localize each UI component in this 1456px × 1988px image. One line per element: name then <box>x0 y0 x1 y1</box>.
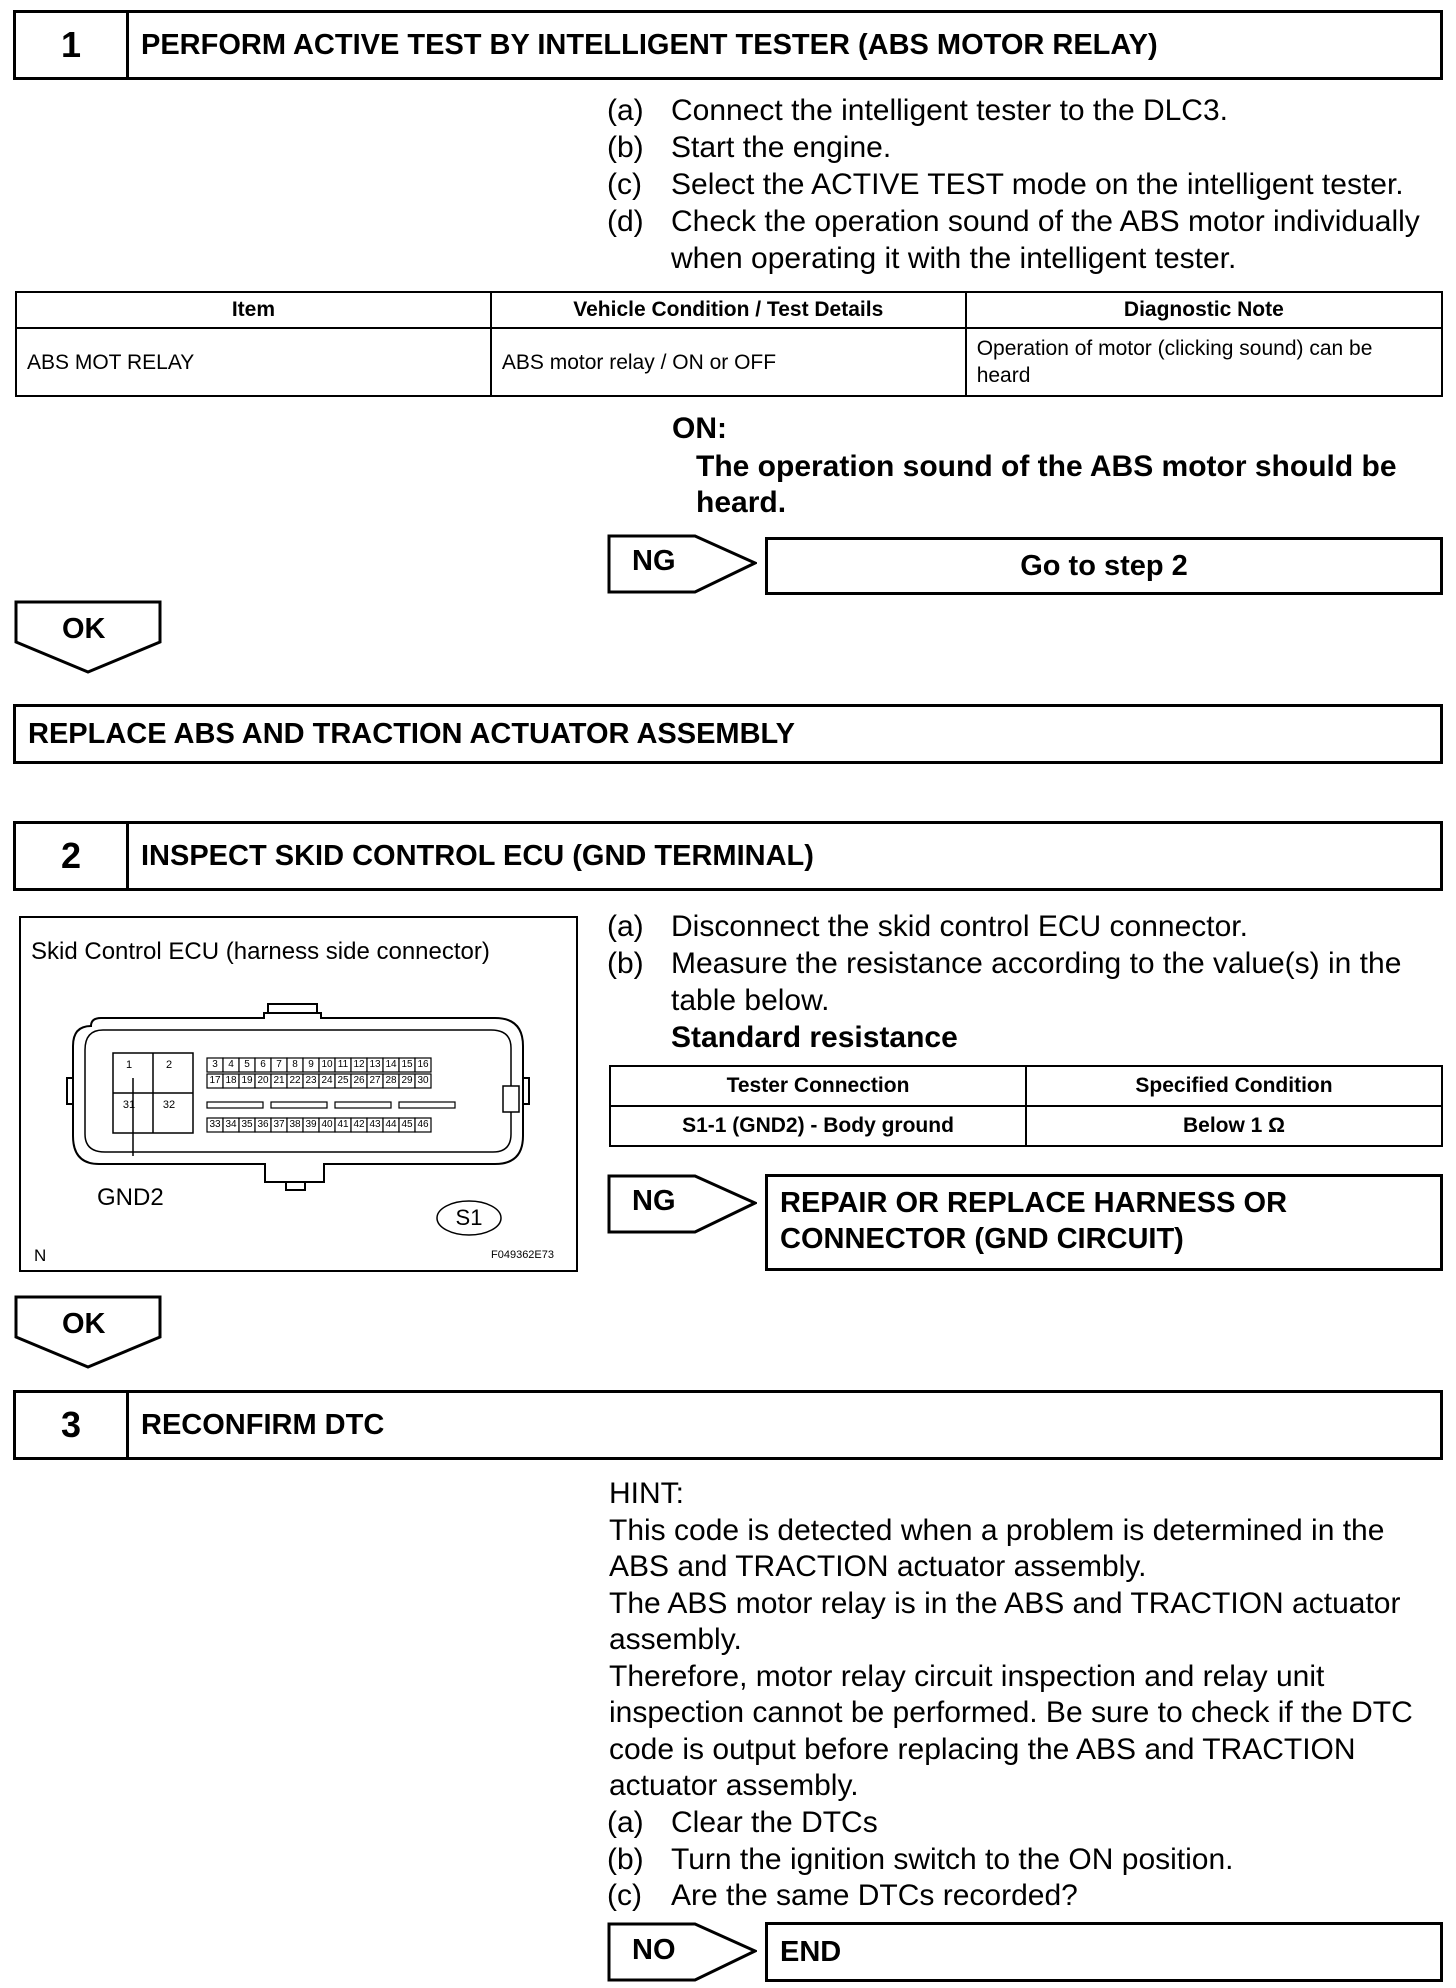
gnd2-label: GND2 <box>97 1184 164 1211</box>
step1-number: 1 <box>16 13 129 77</box>
table-cell: S1-1 (GND2) - Body ground <box>610 1106 1026 1146</box>
pin-label: 32 <box>162 1099 176 1111</box>
pin-label: 7 <box>276 1059 282 1070</box>
list-item <box>607 1019 1447 1056</box>
pin-label: 12 <box>353 1059 365 1070</box>
resistance-table <box>609 1065 1443 1147</box>
hint-block <box>609 1476 1443 1805</box>
list-item: (d) Check the operation sound of the ABS motor individually when operating it with the intelligent tester. <box>607 205 1420 275</box>
step2-header <box>13 821 1443 891</box>
pin-label: 41 <box>337 1119 349 1130</box>
connector-id: S1 <box>455 1205 483 1230</box>
pin-label: 38 <box>289 1119 301 1130</box>
ng-arrow-icon <box>607 534 757 594</box>
corner-mark: N <box>34 1246 47 1265</box>
table-cell: ABS motor relay / ON or OFF <box>491 328 966 396</box>
no-label: NO <box>632 1934 676 1966</box>
list-item: (c) Are the same DTCs recorded? <box>607 1879 1078 1912</box>
table-header: Vehicle Condition / Test Details <box>491 292 966 328</box>
table-header: Specified Condition <box>1026 1066 1442 1106</box>
pin-label: 15 <box>401 1059 413 1070</box>
hint-label: HINT: <box>609 1477 684 1510</box>
pin-label: 11 <box>337 1059 349 1070</box>
pin-label: 3 <box>212 1059 218 1070</box>
ok-label: OK <box>62 613 106 645</box>
ok-label: OK <box>62 1308 106 1340</box>
step3-number: 3 <box>16 1393 129 1457</box>
figure-caption: Skid Control ECU (harness side connector) <box>31 938 490 965</box>
step2-instructions <box>607 908 1447 1056</box>
table-row <box>610 1106 1442 1146</box>
no-action-text: END <box>780 1936 842 1968</box>
step1-instructions <box>607 92 1447 277</box>
list-item: (a) Clear the DTCs <box>607 1806 878 1839</box>
ng-action-box <box>765 1174 1443 1271</box>
no-action-box <box>765 1922 1443 1982</box>
pin-label: 9 <box>308 1059 314 1070</box>
hint-paragraph: The ABS motor relay is in the ABS and TRACTION actuator assembly. <box>609 1586 1401 1656</box>
standard-label: Standard resistance <box>671 1021 958 1054</box>
pin-label: 26 <box>353 1075 365 1086</box>
pin-label: 44 <box>385 1119 397 1130</box>
pin-label: 42 <box>353 1119 365 1130</box>
pin-label: 40 <box>321 1119 333 1130</box>
pin-label: 21 <box>273 1075 285 1086</box>
step2-title: INSPECT SKID CONTROL ECU (GND TERMINAL) <box>141 839 814 872</box>
pin-label: 20 <box>257 1075 269 1086</box>
pin-label: 43 <box>369 1119 381 1130</box>
list-item: (b) Measure the resistance according to the value(s) in the table below. <box>607 947 1402 1017</box>
pin-label: 2 <box>165 1059 173 1071</box>
pin-label: 23 <box>305 1075 317 1086</box>
ng-label: NG <box>632 545 676 577</box>
ecu-connector-diagram <box>21 918 576 1270</box>
pin-label: 19 <box>241 1075 253 1086</box>
pin-label: 36 <box>257 1119 269 1130</box>
list-item: (a) Connect the intelligent tester to the DLC3. <box>607 94 1228 127</box>
spec-text: The operation sound of the ABS motor should be heard. <box>696 450 1397 519</box>
pin-label: 1 <box>125 1059 133 1071</box>
pin-label: 29 <box>401 1075 413 1086</box>
no-arrow-icon <box>607 1922 757 1982</box>
pin-label: 4 <box>228 1059 234 1070</box>
list-item: (b) Start the engine. <box>607 131 892 164</box>
pin-label: 28 <box>385 1075 397 1086</box>
list-item: (c) Select the ACTIVE TEST mode on the intelligent tester. <box>607 168 1404 201</box>
pin-label: 13 <box>369 1059 381 1070</box>
table-cell: ABS MOT RELAY <box>16 328 491 396</box>
pin-label: 27 <box>369 1075 381 1086</box>
pin-label: 37 <box>273 1119 285 1130</box>
step1-header <box>13 10 1443 80</box>
table-cell: Below 1 Ω <box>1026 1106 1442 1146</box>
step3-instructions <box>607 1805 1447 1915</box>
spec-label: ON: <box>672 412 727 445</box>
pin-label: 34 <box>225 1119 237 1130</box>
pin-label: 33 <box>209 1119 221 1130</box>
pin-label: 35 <box>241 1119 253 1130</box>
step1-title: PERFORM ACTIVE TEST BY INTELLIGENT TESTER (ABS MOTOR RELAY) <box>141 28 1158 61</box>
hint-paragraph: This code is detected when a problem is determined in the ABS and TRACTION actuator assembly. <box>609 1513 1385 1583</box>
pin-label: 18 <box>225 1075 237 1086</box>
replace-box: REPLACE ABS AND TRACTION ACTUATOR ASSEMBLY <box>13 704 1443 764</box>
pin-label: 5 <box>244 1059 250 1070</box>
pin-label: 10 <box>321 1059 333 1070</box>
pin-label: 45 <box>401 1119 413 1130</box>
pin-label: 16 <box>417 1059 429 1070</box>
table-cell: Operation of motor (clicking sound) can be heard <box>966 328 1442 396</box>
pin-label: 17 <box>209 1075 221 1086</box>
hint-paragraph: Therefore, motor relay circuit inspection and relay unit inspection cannot be performed. Be sure to check if the DTC code is output before replacing the ABS and TRACTION actuator assembly. <box>609 1659 1413 1802</box>
pin-label: 22 <box>289 1075 301 1086</box>
ng-arrow-icon <box>607 1174 757 1234</box>
pin-label: 46 <box>417 1119 429 1130</box>
pin-label: 25 <box>337 1075 349 1086</box>
table-row <box>16 328 1442 396</box>
list-item: (b) Turn the ignition switch to the ON position. <box>607 1842 1234 1876</box>
ng-action-text: REPAIR OR REPLACE HARNESS OR CONNECTOR (GND CIRCUIT) <box>780 1187 1288 1255</box>
table-header: Tester Connection <box>610 1066 1026 1106</box>
pin-label: 31 <box>122 1099 136 1111</box>
step2-number: 2 <box>16 824 129 888</box>
pin-label: 24 <box>321 1075 333 1086</box>
active-test-table <box>15 291 1443 397</box>
pin-label: 30 <box>417 1075 429 1086</box>
table-header: Diagnostic Note <box>966 292 1442 328</box>
step3-header <box>13 1390 1443 1460</box>
ng-action-box <box>765 537 1443 595</box>
connector-figure <box>19 916 578 1272</box>
pin-label: 39 <box>305 1119 317 1130</box>
pin-label: 14 <box>385 1059 397 1070</box>
pin-label: 6 <box>260 1059 266 1070</box>
ng-label: NG <box>632 1185 676 1217</box>
ng-action-text: Go to step 2 <box>1020 549 1188 582</box>
step3-title: RECONFIRM DTC <box>141 1408 385 1441</box>
list-item: (a) Disconnect the skid control ECU connector. <box>607 910 1248 943</box>
figure-code: F049362E73 <box>491 1249 554 1261</box>
pin-label: 8 <box>292 1059 298 1070</box>
table-header: Item <box>16 292 491 328</box>
